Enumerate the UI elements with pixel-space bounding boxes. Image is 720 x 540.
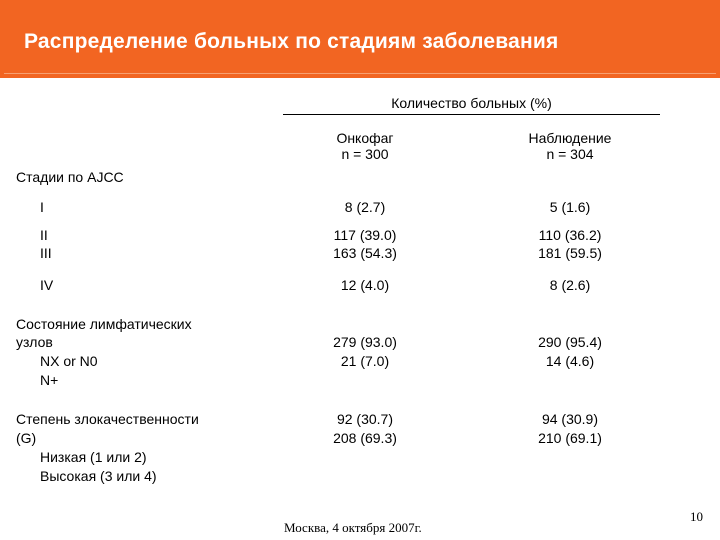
- page-number: 10: [690, 509, 703, 524]
- table-row-label: NX or N0: [40, 353, 98, 369]
- table-cell-onkofag: 8 (2.7): [344, 199, 386, 215]
- title-bar: [0, 0, 720, 78]
- table-cell-observation: 181 (59.5): [538, 245, 602, 261]
- table-cell-onkofag: 163 (54.3): [333, 245, 397, 261]
- footer-location-date: Москва, 4 октября 2007г.: [284, 520, 422, 535]
- table-row-label: III: [40, 245, 52, 261]
- table-cell-observation: 110 (36.2): [538, 227, 602, 243]
- lymph-heading-cont: узлов: [16, 334, 53, 350]
- table-row-label: II: [40, 227, 48, 243]
- table-cell-observation: 8 (2.6): [549, 277, 591, 293]
- group-header-rule: [283, 114, 660, 115]
- grade-heading: Степень злокачественности: [16, 411, 199, 427]
- slide-title: Распределение больных по стадиям заболевания: [24, 30, 559, 53]
- table-cell-onkofag: 279 (93.0): [333, 334, 397, 350]
- column-n-onkofag: n = 300: [341, 146, 389, 162]
- table-cell-onkofag: 21 (7.0): [340, 353, 390, 369]
- table-row-label: IV: [40, 277, 54, 293]
- ajcc-heading: Стадии по AJCC: [16, 169, 124, 185]
- table-cell-observation: 5 (1.6): [549, 199, 591, 215]
- column-n-observation: n = 304: [546, 146, 594, 162]
- table-row-label: N+: [40, 372, 59, 388]
- grade-heading-cont: (G): [16, 430, 37, 446]
- table-cell-onkofag: 117 (39.0): [333, 227, 397, 243]
- table-cell-onkofag: 208 (69.3): [333, 430, 397, 446]
- table-cell-observation: 210 (69.1): [538, 430, 602, 446]
- table-cell-observation: 14 (4.6): [545, 353, 595, 369]
- column-header-onkofag: Онкофаг: [336, 130, 394, 146]
- table-row-label: I: [40, 199, 44, 215]
- group-header: Количество больных (%): [391, 95, 552, 111]
- table-cell-observation: 290 (95.4): [538, 334, 602, 350]
- table-row-label: Низкая (1 или 2): [40, 449, 147, 465]
- table-cell-observation: 94 (30.9): [541, 411, 599, 427]
- lymph-heading: Состояние лимфатических: [16, 316, 192, 332]
- table-cell-onkofag: 12 (4.0): [340, 277, 390, 293]
- table-row-label: Высокая (3 или 4): [40, 468, 157, 484]
- column-header-observation: Наблюдение: [528, 130, 612, 146]
- table-cell-onkofag: 92 (30.7): [336, 411, 394, 427]
